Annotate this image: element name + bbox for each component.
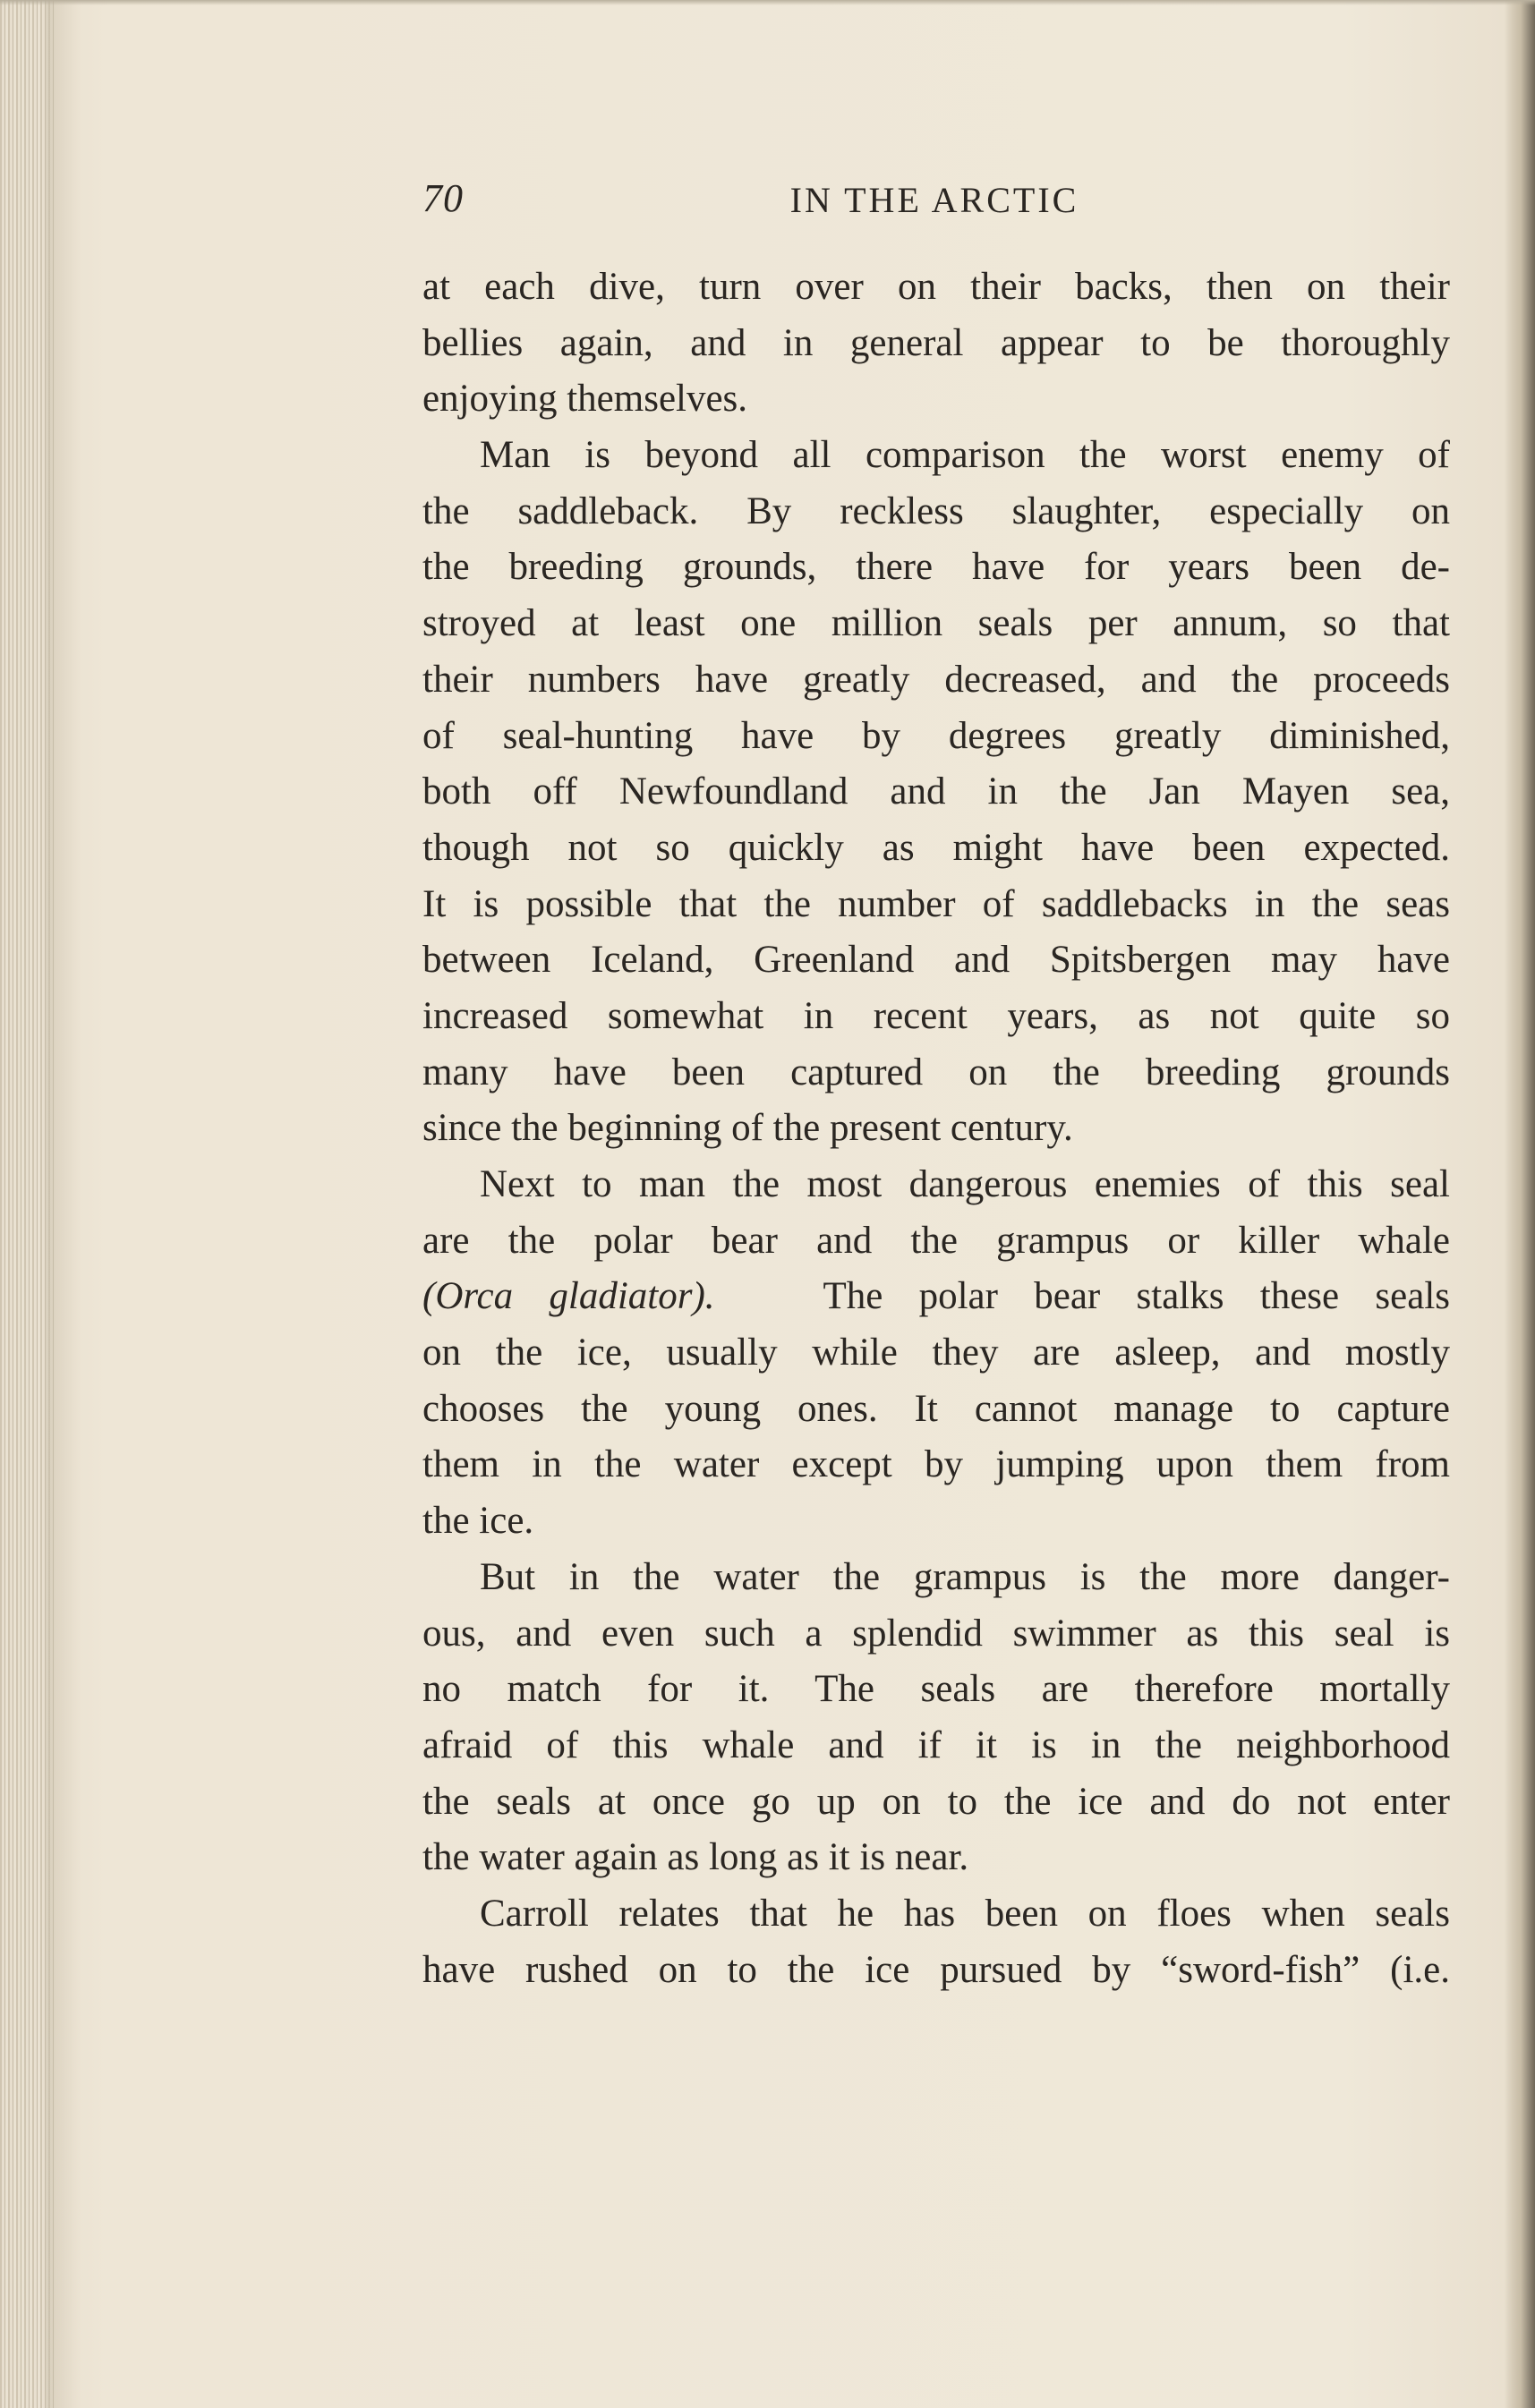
- paragraph-start-line: Carroll relates that he has been on floes when seals: [480, 1892, 1450, 1935]
- page-header: [422, 175, 1446, 233]
- paragraph-start-line: Man is beyond all comparison the worst enemy of: [480, 434, 1450, 477]
- text-line: the water again as long as it is near.: [422, 1836, 969, 1879]
- text-line: on the ice, usually while they are asleep, and mostly: [422, 1332, 1450, 1374]
- text-line: have rushed on to the ice pursued by “sword-fish” (i.e.: [422, 1948, 1450, 1991]
- text-line: chooses the young ones. It cannot manage to capture: [422, 1387, 1450, 1430]
- text-line: them in the water except by jumping upon them from: [422, 1443, 1450, 1486]
- gutter-shadow: [1505, 0, 1535, 2408]
- text-run: The polar bear stalks these seals: [823, 1275, 1450, 1318]
- text-line: are the polar bear and the grampus or killer whale: [422, 1219, 1450, 1262]
- text-line: It is possible that the number of saddlebacks in the seas: [422, 882, 1450, 925]
- paragraph-start-line: Next to man the most dangerous enemies of this seal: [480, 1163, 1450, 1205]
- text-line: the ice.: [422, 1500, 534, 1543]
- text-line: both off Newfoundland and in the Jan Mayen sea,: [422, 770, 1450, 813]
- text-line: no match for it. The seals are therefore mortally: [422, 1668, 1450, 1711]
- text-line: though not so quickly as might have been expected.: [422, 826, 1450, 869]
- paragraph-start-line: But in the water the grampus is the more danger-: [480, 1555, 1450, 1598]
- text-line: their numbers have greatly decreased, and the proceeds: [422, 658, 1450, 701]
- top-edge-shadow: [0, 0, 1535, 5]
- page-edge-shadow: [45, 0, 81, 2408]
- text-line: between Iceland, Greenland and Spitsbergen may have: [422, 939, 1450, 982]
- text-line: increased somewhat in recent years, as not quite so: [422, 994, 1450, 1037]
- running-head: IN THE ARCTIC: [789, 180, 1079, 220]
- text-line: of seal-hunting have by degrees greatly diminished,: [422, 714, 1450, 757]
- text-line: afraid of this whale and if it is in the neighborhood: [422, 1723, 1450, 1766]
- text-line: at each dive, turn over on their backs, then on their: [422, 266, 1450, 308]
- text-line: ous, and even such a splendid swimmer as this seal is: [422, 1612, 1450, 1655]
- text-line: bellies again, and in general appear to be thoroughly: [422, 321, 1450, 364]
- text-line: the seals at once go up on to the ice and do not enter: [422, 1780, 1450, 1823]
- text-line-with-italic: [422, 1269, 1450, 1325]
- text-line: many have been captured on the breeding grounds: [422, 1051, 1450, 1093]
- body-text: [422, 260, 1450, 1998]
- page-number: 70: [422, 176, 464, 220]
- text-line: enjoying themselves.: [422, 378, 748, 421]
- text-line: since the beginning of the present century.: [422, 1107, 1073, 1150]
- text-line: the saddleback. By reckless slaughter, especially on: [422, 489, 1450, 532]
- text-line: the breeding grounds, there have for years been de-: [422, 546, 1450, 589]
- text-line: stroyed at least one million seals per annum, so that: [422, 602, 1450, 645]
- species-name-italic: (Orca gladiator).: [422, 1275, 715, 1318]
